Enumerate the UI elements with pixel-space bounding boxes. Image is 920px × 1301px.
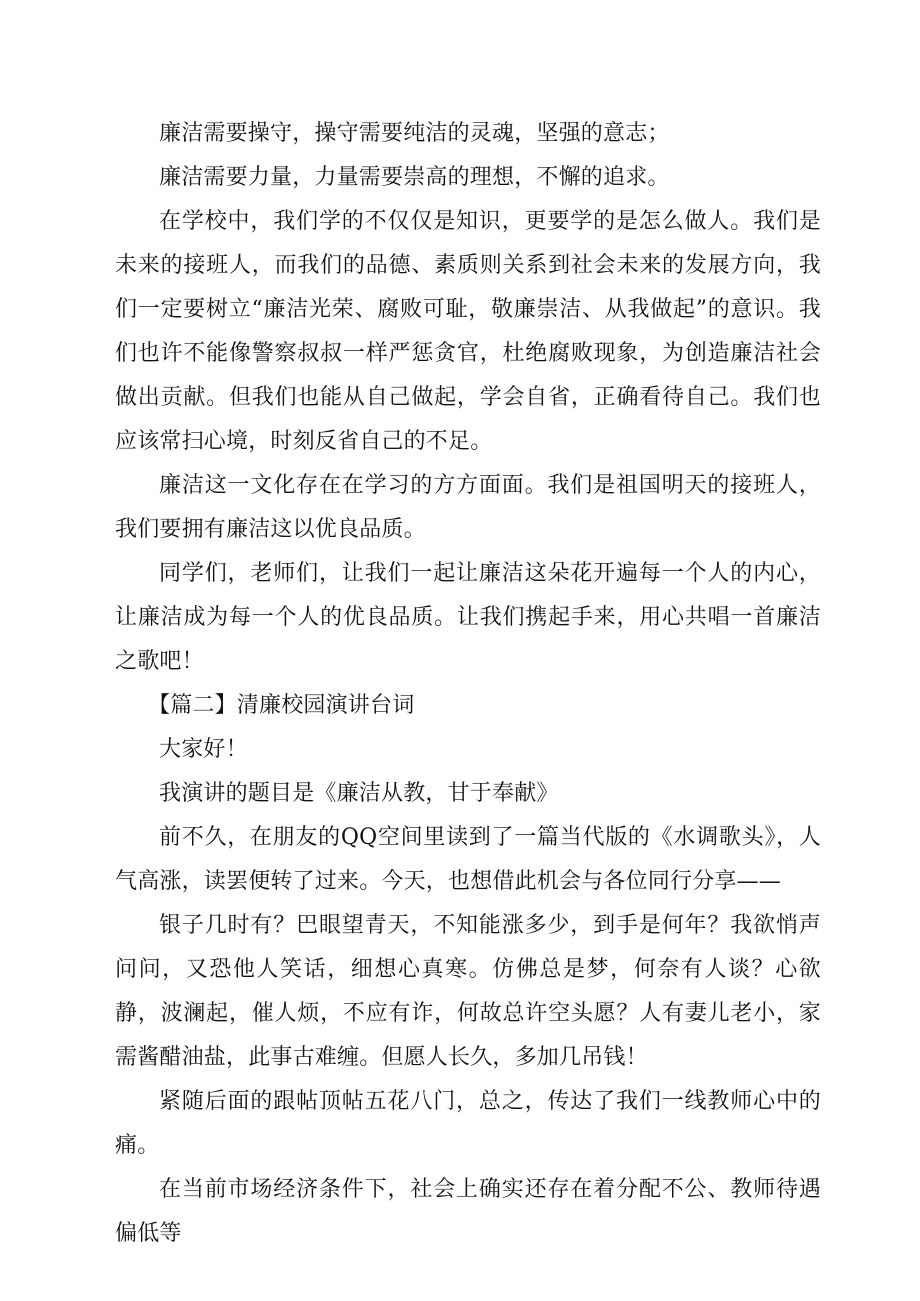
paragraph-6: 大家好！ (159, 737, 248, 762)
paragraph-11: 在当前市场经济条件下，社会上确实还存在着分配不公、教师待遇偏低等 (115, 1177, 821, 1246)
paragraph-4: 廉洁这一文化存在在学习的方方面面。我们是祖国明天的接班人，我们要拥有廉洁这以优良品质。 (115, 473, 821, 542)
paragraph-7: 我演讲的题目是《廉洁从教，甘于奉献》 (159, 781, 559, 806)
paragraph-2: 廉洁需要力量，力量需要崇高的理想，不懈的追求。 (159, 165, 670, 190)
paragraph-10: 紧随后面的跟帖顶帖五花八门，总之，传达了我们一线教师心中的痛。 (115, 1089, 821, 1158)
paragraph-9: 银子几时有？巴眼望青天，不知能涨多少，到手是何年？我欲悄声问问，又恐他人笑话，细想心真寒。仿佛总是梦，何奈有人谈？心欲静，波澜起，催人烦，不应有诈，何故总许空头愿？人有妻儿老小，家需酱醋油盐，此事古难缠。但愿人长久，多加几吊钱！ (115, 913, 821, 1070)
document-body (115, 112, 821, 1256)
paragraph-5: 同学们，老师们，让我们一起让廉洁这朵花开遍每一个人的内心，让廉洁成为每一个人的优良品质。让我们携起手来，用心共唱一首廉洁之歌吧！ (115, 561, 821, 674)
section-heading: 【篇二】清廉校园演讲台词 (148, 693, 415, 718)
paragraph-3: 在学校中，我们学的不仅仅是知识，更要学的是怎么做人。我们是未来的接班人，而我们的品德、素质则关系到社会未来的发展方向，我们一定要树立“廉洁光荣、腐败可耻，敬廉崇洁、从我做起”的意识。我们也许不能像警察叔叔一样严惩贪官，杜绝腐败现象，为创造廉洁社会做出贡献。但我们也能从自己做起，学会自省，正确看待自己。我们也应该常扫心境，时刻反省自己的不足。 (115, 209, 821, 454)
paragraph-1: 廉洁需要操守，操守需要纯洁的灵魂，坚强的意志； (159, 121, 670, 146)
paragraph-8: 前不久，在朋友的QQ空间里读到了一篇当代版的《水调歌头》，人气高涨，读罢便转了过来。今天，也想借此机会与各位同行分享—— (115, 825, 821, 894)
